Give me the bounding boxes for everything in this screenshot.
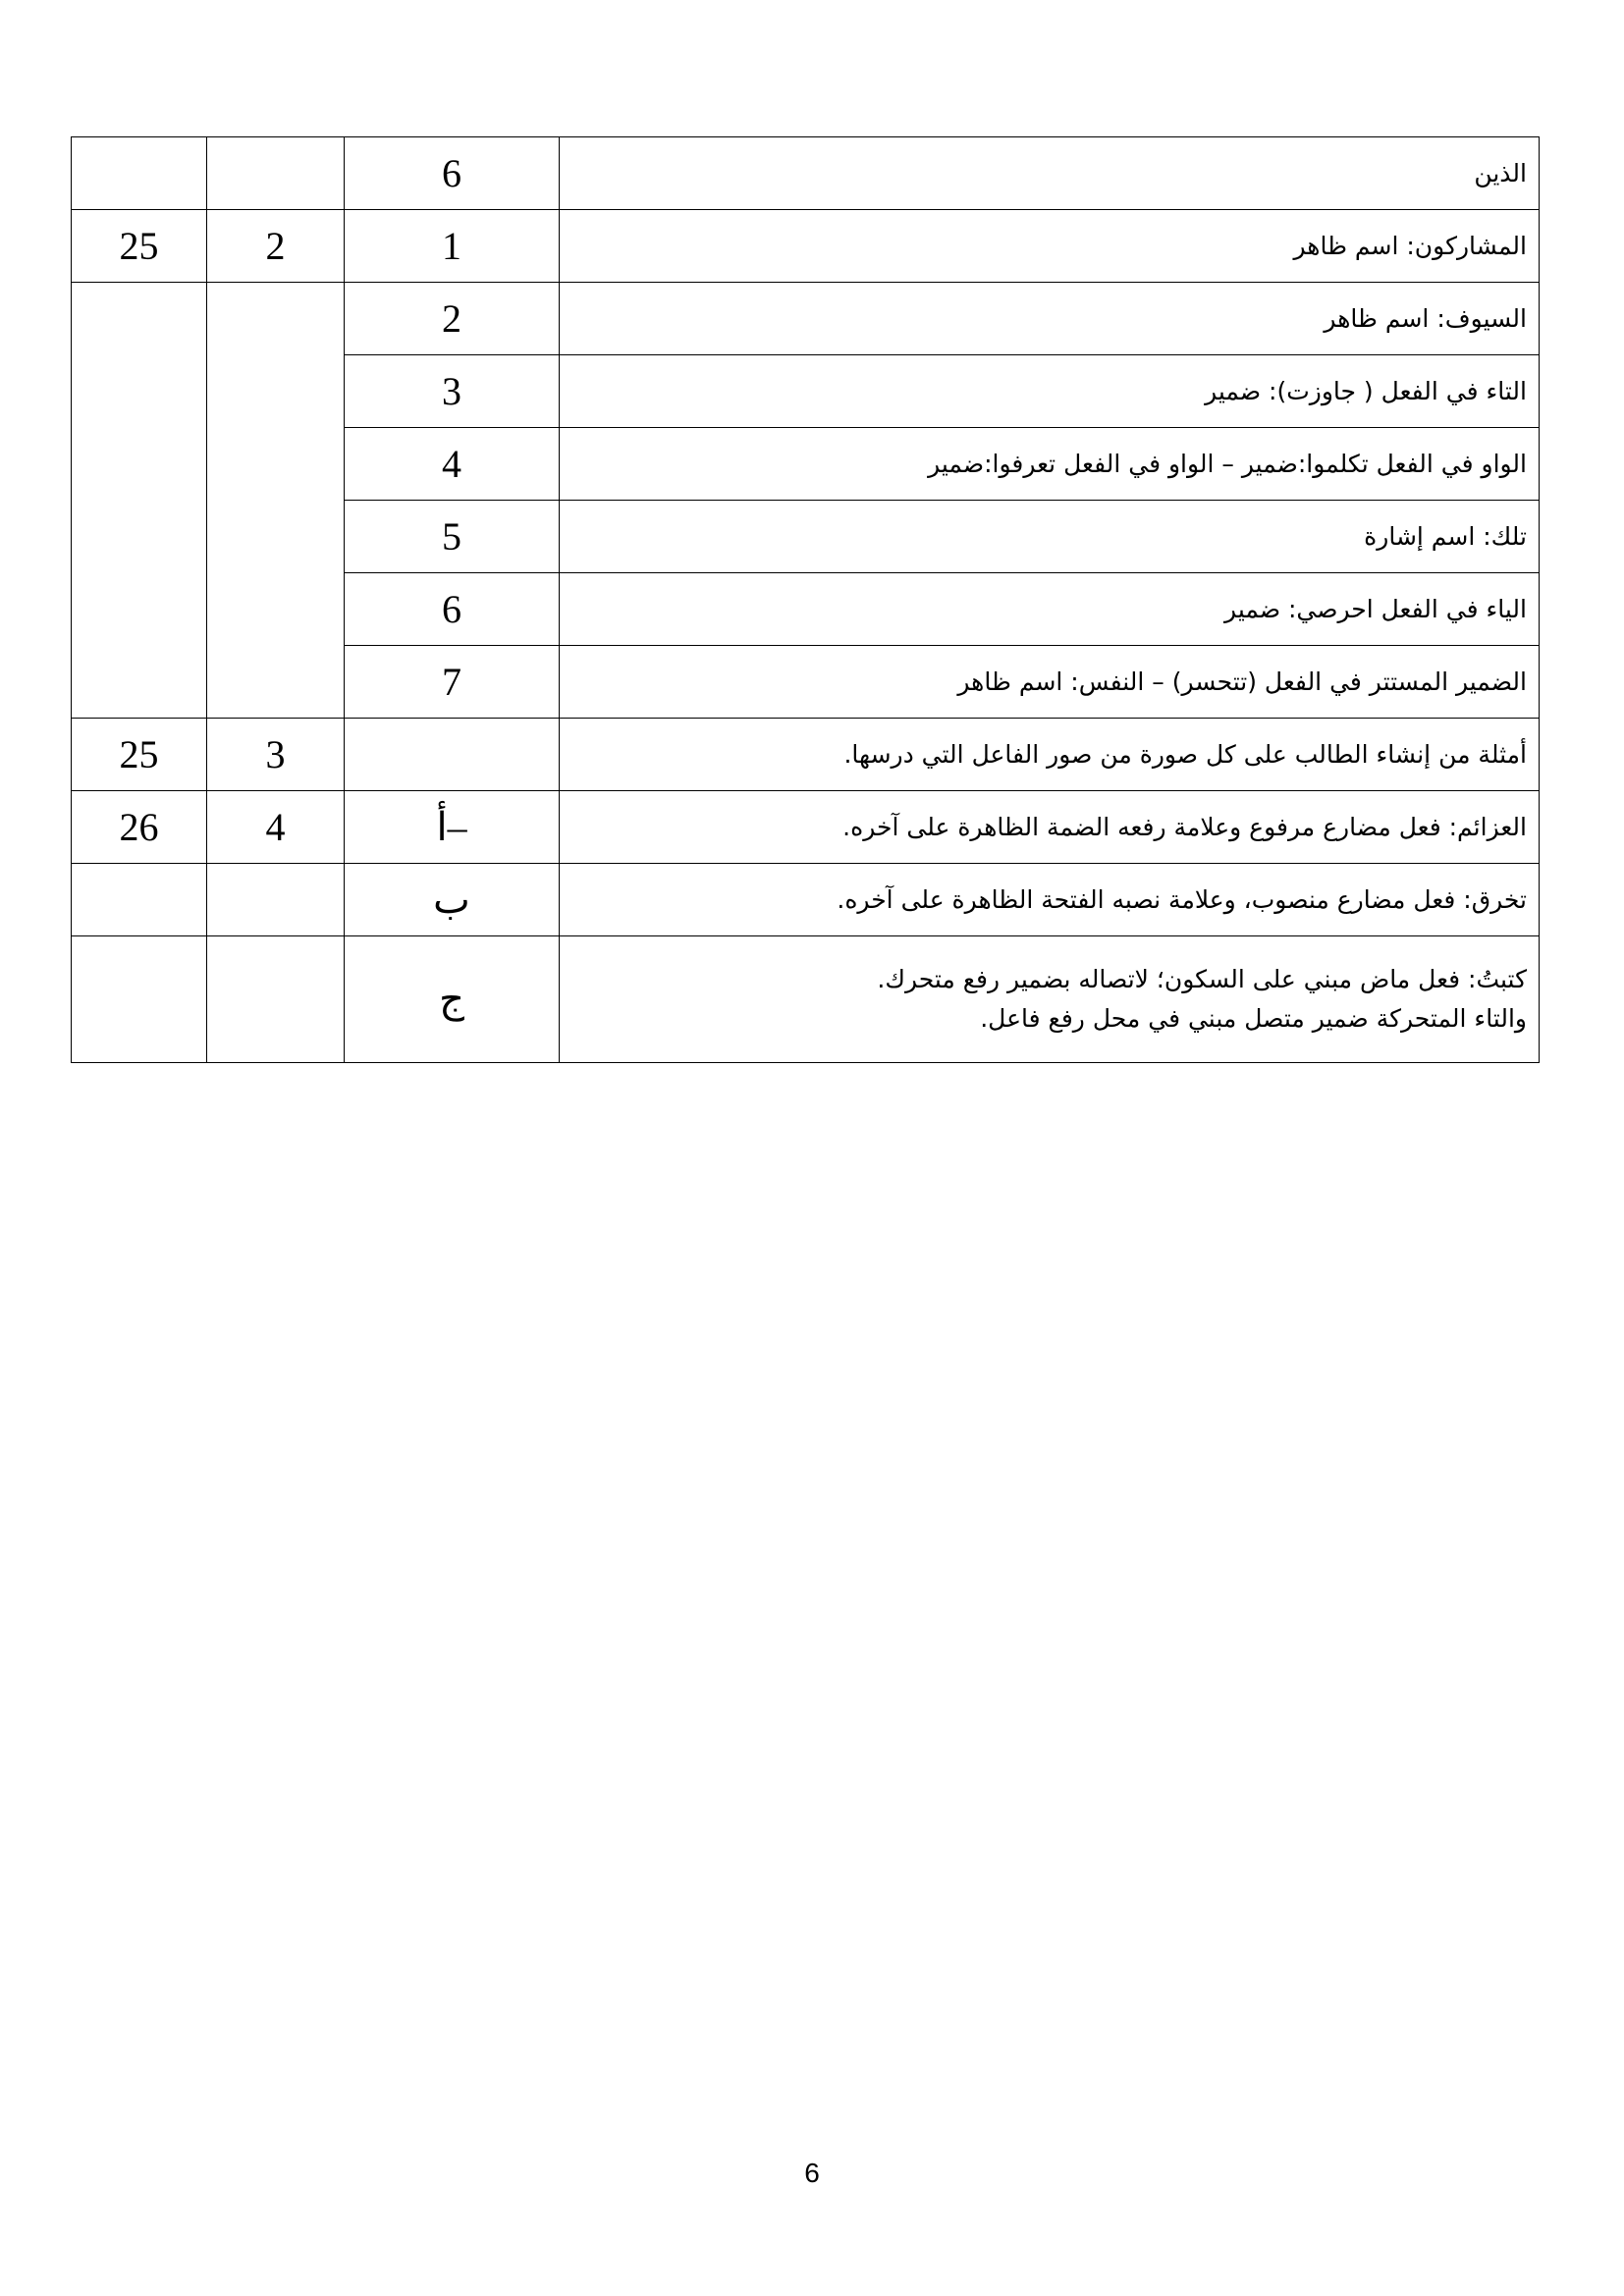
answer-cell: تخرق: فعل مضارع منصوب، وعلامة نصبه الفتحة الظاهرة على آخره. (560, 864, 1540, 936)
item-cell: 5 (345, 501, 560, 573)
question-cell: 3 (207, 719, 345, 791)
answer-cell: تلك: اسم إشارة (560, 501, 1540, 573)
answer-cell: الذين (560, 137, 1540, 210)
page-cell (72, 936, 207, 1063)
table-row (72, 210, 1540, 283)
answer-cell: المشاركون: اسم ظاهر (560, 210, 1540, 283)
item-cell: ب (345, 864, 560, 936)
item-cell: ج (345, 936, 560, 1063)
answer-cell: الضمير المستتر في الفعل (تتحسر) – النفس: اسم ظاهر (560, 646, 1540, 719)
answer-cell: أمثلة من إنشاء الطالب على كل صورة من صور الفاعل التي درسها. (560, 719, 1540, 791)
answer-cell: الياء في الفعل احرصي: ضمير (560, 573, 1540, 646)
item-cell: 7 (345, 646, 560, 719)
question-cell (207, 936, 345, 1063)
question-cell-merged (207, 283, 345, 719)
item-cell: 6 (345, 573, 560, 646)
table-row (72, 719, 1540, 791)
table-row (72, 936, 1540, 1063)
answer-cell: التاء في الفعل ( جاوزت): ضمير (560, 355, 1540, 428)
answer-cell (560, 936, 1540, 1063)
item-cell: 6 (345, 137, 560, 210)
question-cell: 4 (207, 791, 345, 864)
page-number: 6 (804, 2158, 820, 2188)
item-cell: 1 (345, 210, 560, 283)
table-row (72, 283, 1540, 355)
table-row (72, 137, 1540, 210)
page-cell: 25 (72, 210, 207, 283)
answer-cell: السيوف: اسم ظاهر (560, 283, 1540, 355)
item-cell (345, 719, 560, 791)
question-cell: 2 (207, 210, 345, 283)
page-cell (72, 864, 207, 936)
question-cell (207, 864, 345, 936)
page-cell-merged (72, 283, 207, 719)
question-cell (207, 137, 345, 210)
page-cell: 26 (72, 791, 207, 864)
answer-cell: الواو في الفعل تكلموا:ضمير – الواو في الفعل تعرفوا:ضمير (560, 428, 1540, 501)
table-row (72, 791, 1540, 864)
page-cell: 25 (72, 719, 207, 791)
answer-line: والتاء المتحركة ضمير متصل مبني في محل رفع فاعل. (980, 1004, 1527, 1033)
page-cell (72, 137, 207, 210)
answer-cell: العزائم: فعل مضارع مرفوع وعلامة رفعه الضمة الظاهرة على آخره. (560, 791, 1540, 864)
item-cell: 3 (345, 355, 560, 428)
answer-line: كتبتُ: فعل ماض مبني على السكون؛ لاتصاله بضمير رفع متحرك. (877, 965, 1527, 993)
item-cell: 4 (345, 428, 560, 501)
item-cell: 2 (345, 283, 560, 355)
answers-table (71, 136, 1540, 1063)
table-row (72, 864, 1540, 936)
item-cell: أ– (345, 791, 560, 864)
